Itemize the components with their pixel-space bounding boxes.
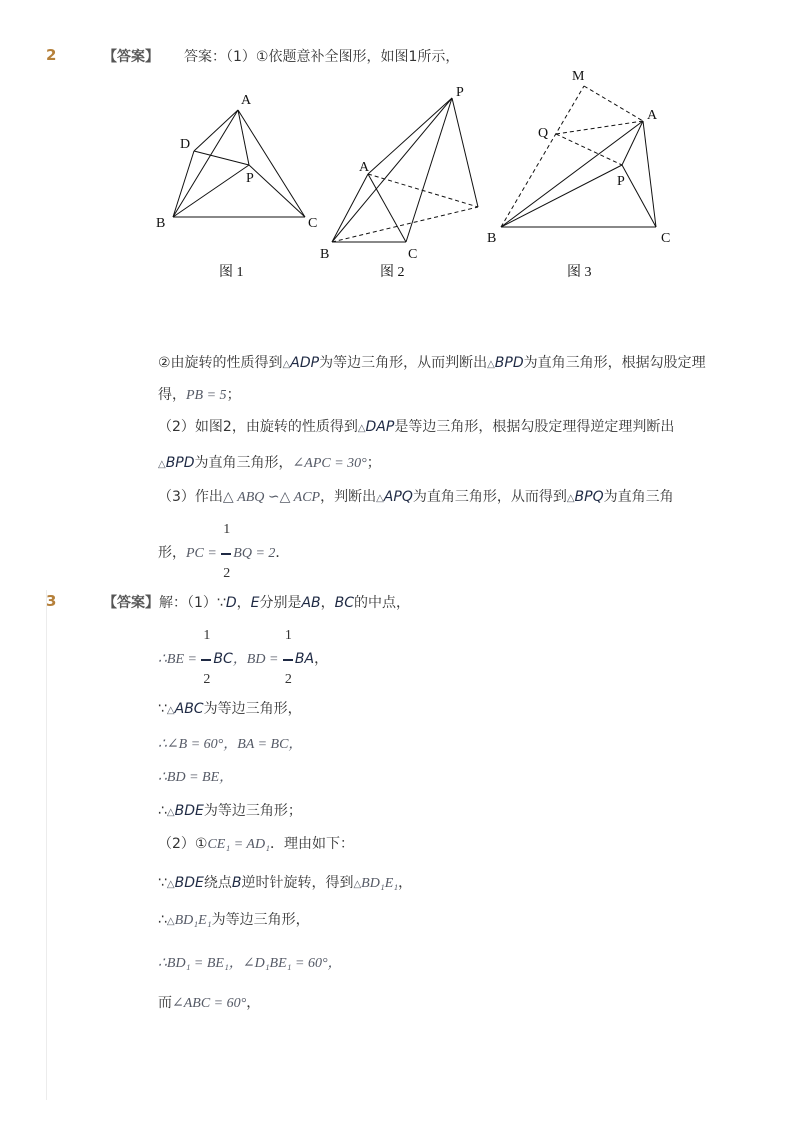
text: ， (246, 995, 261, 1011)
text: （3）作出 (158, 489, 223, 505)
q2-line-1 (158, 352, 706, 372)
segment: BA (294, 651, 315, 667)
equation: ∠APC = 30° (292, 456, 367, 471)
denominator: 2 (284, 672, 292, 687)
triangle-name: BD₁E₁ (361, 876, 399, 891)
triangle-symbol: △ (166, 879, 175, 890)
q2-line-3 (158, 416, 674, 436)
q3-line-11 (158, 992, 260, 1012)
text: ； (366, 455, 381, 471)
fig1-label-a: A (241, 93, 252, 108)
fig3-label-q: Q (538, 126, 549, 141)
text: ． (275, 545, 290, 561)
text: 为等边三角形，从而判断出 (319, 355, 488, 371)
triangle-name: ABC (174, 701, 204, 717)
triangle-name: BD₁E₁ (174, 913, 212, 928)
text: 分别是 (259, 595, 302, 611)
text: ∵ (158, 701, 167, 717)
triangle-name: ADP (290, 355, 320, 371)
fig1-label-p: P (246, 171, 254, 186)
text: ②由旋转的性质得到 (158, 355, 283, 371)
numerator: 1 (203, 628, 211, 643)
triangle-symbol: △ (166, 705, 175, 716)
fig3-label-a: A (647, 108, 658, 123)
text: 为直角三角 (603, 489, 674, 505)
triangle-name: DAP (365, 419, 395, 435)
fig2-label-c: C (408, 247, 418, 262)
triangle-symbol: △ (282, 359, 291, 370)
answer-intro: 答案：（1）①依题意补全图形，如图1所示， (184, 49, 460, 65)
triangle-symbol: △ (158, 459, 166, 470)
q2-line-4 (158, 452, 381, 472)
triangle-name: BPD (494, 355, 524, 371)
text: ∴ (158, 912, 167, 928)
text: 为直角三角形，从而得到 (412, 489, 567, 505)
text: 的中点， (354, 595, 411, 611)
equation: PB = 5 (186, 388, 227, 403)
q3-line-4: ∴∠B = 60°，BA = BC， (158, 737, 303, 752)
q3-line-3 (158, 698, 302, 718)
figure-1 (173, 110, 305, 217)
equation: PC = (186, 546, 217, 561)
text: 解：（1）∵ (159, 595, 226, 611)
equation: ，BD = (232, 652, 279, 667)
text: 为直角三角形， (194, 455, 293, 471)
fraction-bar (221, 553, 231, 555)
text: ∴ (158, 803, 167, 819)
fig1-label-c: C (308, 216, 318, 231)
text: （2）如图2，由旋转的性质得到 (158, 419, 358, 435)
fig2-label-p: P (456, 85, 464, 100)
fig1-caption: 图 1 (219, 265, 244, 280)
point: B (231, 875, 242, 891)
q3-line-6 (158, 800, 302, 820)
text: 而 (158, 995, 172, 1011)
equation: ∴BE = (158, 652, 197, 667)
q3-line-8 (158, 872, 412, 892)
fig3-label-m: M (572, 69, 585, 84)
question-number: 2 (46, 46, 57, 64)
triangle-name: BPD (165, 455, 195, 471)
text: ， (314, 651, 329, 667)
text: 为等边三角形； (203, 803, 302, 819)
fig2-caption: 图 2 (380, 265, 405, 280)
q3-line-5: ∴BD = BE， (158, 770, 234, 785)
text: 为等边三角形， (211, 912, 310, 928)
triangle-name: APQ (383, 489, 413, 505)
triangle-symbol: △ (166, 916, 175, 927)
q2-line-6 (158, 522, 290, 581)
fig3-label-c: C (661, 231, 671, 246)
fraction-bar (201, 659, 211, 661)
triangle-symbol: △ (376, 493, 384, 504)
text: ， (398, 875, 413, 891)
text: 得， (158, 387, 186, 403)
fig1-label-d: D (180, 137, 191, 152)
segment: BC (213, 651, 233, 667)
fig3-label-p: P (617, 174, 625, 189)
text: ， (236, 595, 251, 611)
text: ∵ (158, 875, 167, 891)
text: 为等边三角形， (203, 701, 302, 717)
equation: BQ = 2 (233, 546, 276, 561)
fraction (283, 628, 295, 687)
denominator: 2 (203, 672, 211, 687)
numerator: 1 (284, 628, 292, 643)
text: 是等边三角形，根据勾股定理得逆定理判断出 (394, 419, 675, 435)
fig2-label-b: B (320, 247, 330, 262)
geometry-figures (0, 0, 800, 300)
text: ，判断出 (320, 489, 377, 505)
q3-line-9 (158, 909, 310, 929)
answer-tag: 【答案】 (103, 49, 159, 65)
segment: AB (301, 595, 321, 611)
segment: BC (334, 595, 355, 611)
text: 形， (158, 545, 186, 561)
point: E (250, 595, 260, 611)
triangle-symbol: △ (487, 359, 495, 370)
triangle-name: BDE (174, 803, 204, 819)
triangle-symbol: △ (166, 807, 175, 818)
point: D (225, 595, 237, 611)
similarity: △ ABQ ∽△ ACP (222, 490, 321, 505)
text: （2）① (158, 836, 208, 852)
fig3-label-b: B (487, 231, 497, 246)
answer-tag: 【答案】 (103, 595, 159, 611)
q3-line-1 (103, 592, 410, 612)
q2-line-2 (158, 384, 241, 404)
triangle-symbol: △ (357, 423, 366, 434)
figure-2 (332, 98, 478, 242)
q3-line-10: ∴BD₁ = BE₁，∠D₁BE₁ = 60°， (158, 956, 342, 971)
triangle-symbol: △ (353, 879, 362, 890)
text: ．理由如下： (269, 836, 354, 852)
question-number: 3 (46, 592, 57, 610)
fig1-label-b: B (156, 216, 166, 231)
text: 逆时针旋转，得到 (241, 875, 354, 891)
q3-line-7 (158, 833, 354, 853)
fig3-caption: 图 3 (567, 265, 592, 280)
fig2-label-a: A (359, 160, 370, 175)
denominator: 2 (223, 566, 231, 581)
equation: CE₁ = AD₁ (207, 837, 270, 852)
text: ； (226, 387, 241, 403)
figure-3 (501, 86, 656, 227)
fraction (221, 522, 233, 581)
triangle-name: BDE (174, 875, 204, 891)
text: ， (320, 595, 335, 611)
triangle-symbol: △ (566, 493, 575, 504)
equation: ∠ABC = 60° (172, 996, 247, 1011)
q3-line-2 (158, 628, 329, 687)
triangle-name: BPQ (574, 489, 604, 505)
divider (46, 590, 47, 1100)
text: 为直角三角形，根据勾股定理 (523, 355, 706, 371)
fraction (201, 628, 213, 687)
fraction-bar (283, 659, 293, 661)
numerator: 1 (223, 522, 231, 537)
text: 绕点 (203, 875, 232, 891)
q2-line-5 (158, 486, 674, 506)
